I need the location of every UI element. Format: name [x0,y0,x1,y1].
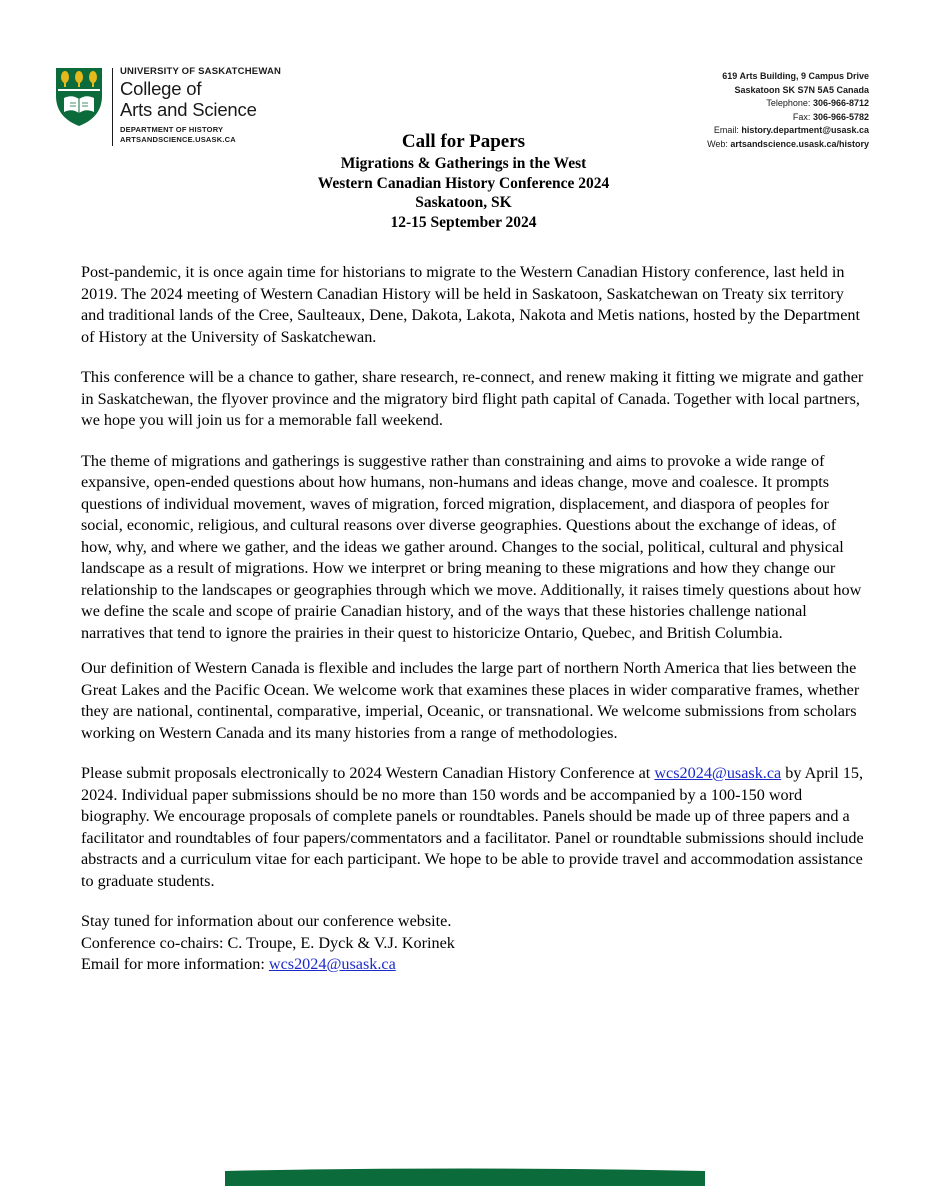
title-block [0,130,927,232]
paragraph-definition: Our definition of Western Canada is flexible and includes the large part of northern North America that lies between the Great Lakes and the Pacific Ocean. We welcome work that examines these places in wider comparative frames, whether they are national, continental, comparative, imperial, Oceanic, or transnational. We welcome submissions from scholars working on Western Canada and its many histories from a range of methodologies. [81,659,860,742]
address-line1: 619 Arts Building, 9 Campus Drive [722,71,869,81]
department-name: DEPARTMENT OF HISTORY [120,125,224,134]
email-label: Email: [713,125,739,135]
closing-co-chairs: Conference co-chairs: C. Troupe, E. Dyck & V.J. Korinek [81,933,455,952]
address-line2: Saskatoon SK S7N 5A5 Canada [734,84,869,95]
submission-email-link[interactable]: wcs2024@usask.ca [654,764,782,782]
contact-email-link[interactable]: wcs2024@usask.ca [268,955,396,973]
fax-line [707,111,869,125]
closing-email-label: Email for more information: [81,955,269,973]
conference-location: Saskatoon, SK [415,194,512,211]
paragraph-intro: Post-pandemic, it is once again time for historians to migrate to the Western Canadian History conference, last held in 2019. The 2024 meeting of Western Canadian History will be held in Saskatoon, Saskatchewan on Treaty six territory and traditional lands of the Cree, Saulteaux, Dene, Dakota, Lakota, Nakota and Metis nations, hosted by the Department of History at the University of Saskatchewan. [81,263,861,346]
fax-label: Fax: [792,111,811,122]
university-name: UNIVERSITY OF SASKATCHEWAN [120,66,282,77]
web-label: Web: [707,138,728,149]
conference-dates: 12-15 September 2024 [390,213,537,231]
conference-theme: Migrations & Gatherings in the West [340,155,587,172]
telephone-number: 306-966-8712 [812,98,869,108]
university-crest-icon [54,66,104,128]
letter-body [81,262,871,976]
conference-name: Western Canadian History Conference 2024 [317,174,610,192]
paragraph-theme: The theme of migrations and gatherings is suggestive rather than constraining and aims to provoke a wide range of expansive, open-ended questions about how humans, non-humans and ideas change, move and coalesce. It prompts questions of individual movement, waves of migration, forced migration, displacement, and diaspora of peoples for social, economic, religious, and cultural reasons over diverse geographies. Questions about the exchange of ideas, of how, why, and where we gather, and the ideas we gather around. Changes to the social, political, cultural and physical landscape as a result of migrations. How we interpret or bring meaning to these migrations and how they change our relationship to the landscapes or geographies through which we move. Additionally, it raises timely questions about how we define the scale and scope of prairie Canadian history, and of the ways that these histories challenge national narratives that tend to ignore the prairies in their quest to historicize Ontario, Quebec, and British Columbia. [81,451,862,642]
page-title: Call for Papers [401,131,526,152]
telephone-line [707,97,869,111]
fax-number: 306-966-5782 [812,111,869,122]
paragraph-submission [81,763,871,892]
closing-website-note: Stay tuned for information about our conference website. [81,912,452,930]
department-email: history.department@usask.ca [741,125,869,135]
paragraph-gather: This conference will be a chance to gather, share research, re-connect, and renew making it fitting we migrate and gather in Saskatchewan, the flyover province and the migratory bird flight path capital of Canada. Together with local partners, we hope you will join us for a memorable fall weekend. [81,368,864,429]
closing-block [81,911,871,976]
submission-text-start: Please submit proposals electronically to 2024 Western Canadian History Conference at [81,764,655,782]
footer-green-bar [225,1168,705,1186]
college-website: ARTSANDSCIENCE.USASK.CA [120,135,236,144]
college-name-line2: Arts and Science [120,99,257,120]
department-web: artsandscience.usask.ca/history [730,138,869,149]
telephone-label: Telephone: [766,98,811,108]
college-name-line1: College of [120,78,202,99]
submission-text-end: by April 15, 2024. Individual paper submissions should be no more than 150 words and be accompanied by a 100-150 word biography. We encourage proposals of complete panels or roundtables. Panels should be made up of three papers and a facilitator and roundtables of four papers/commentators and a facilitator. Panel or roundtable submissions should include abstracts and a curriculum vitae for each participant. We hope to be able to provide travel and accommodation assistance to graduate students. [81,764,864,890]
